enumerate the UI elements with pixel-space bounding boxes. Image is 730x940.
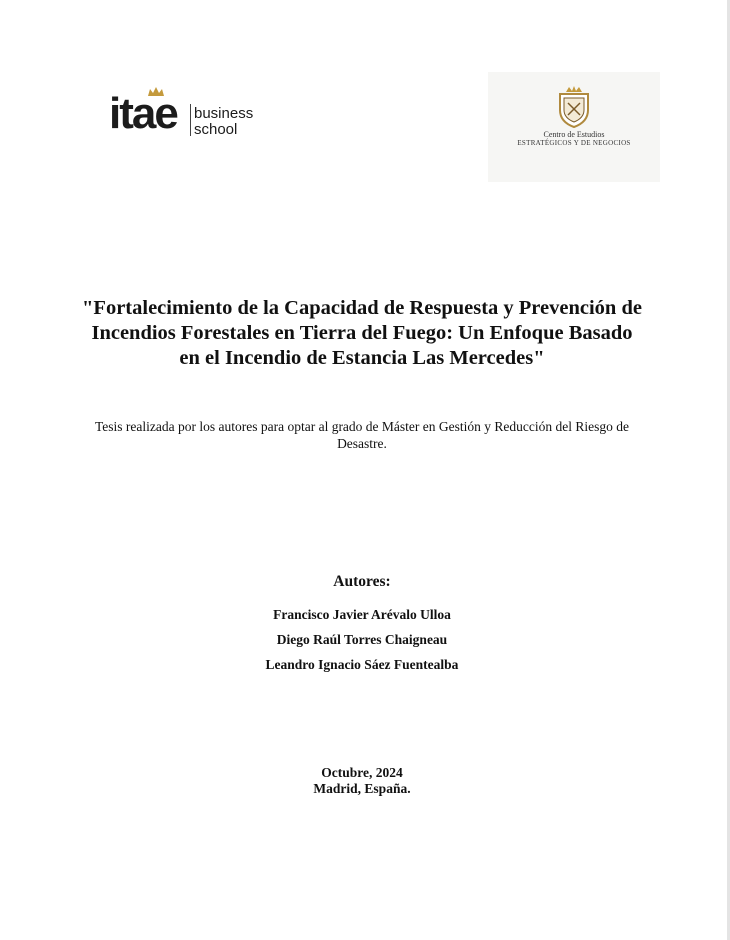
cee-logo xyxy=(488,72,660,182)
crest-icon xyxy=(557,86,591,128)
itae-line1: business xyxy=(194,105,254,122)
cee-line1: Centro de Estudios xyxy=(543,130,605,139)
itae-logo xyxy=(109,86,259,142)
itae-line2: school xyxy=(194,121,238,138)
submission-place: Madrid, España. xyxy=(313,781,411,796)
authors-heading: Autores: xyxy=(333,573,391,590)
cee-line2: ESTRATÉGICOS Y DE NEGOCIOS xyxy=(517,139,631,147)
author-name: Leandro Ignacio Sáez Fuentealba xyxy=(265,657,459,672)
thesis-subtitle: Tesis realizada por los autores para optar al grado de Máster en Gestión y Reducción del Riesgo de Desastre. xyxy=(94,419,629,451)
author-name: Diego Raúl Torres Chaigneau xyxy=(276,632,448,647)
author-name: Francisco Javier Arévalo Ulloa xyxy=(273,607,451,622)
submission-date: Octubre, 2024 xyxy=(321,765,403,780)
itae-wordmark: itae xyxy=(109,89,177,138)
logo-divider xyxy=(190,104,191,136)
thesis-title: "Fortalecimiento de la Capacidad de Respuesta y Prevención de Incendios Forestales en Tierra del Fuego: Un Enfoque Basado en el Incendio de Estancia Las Mercedes" xyxy=(82,297,642,369)
